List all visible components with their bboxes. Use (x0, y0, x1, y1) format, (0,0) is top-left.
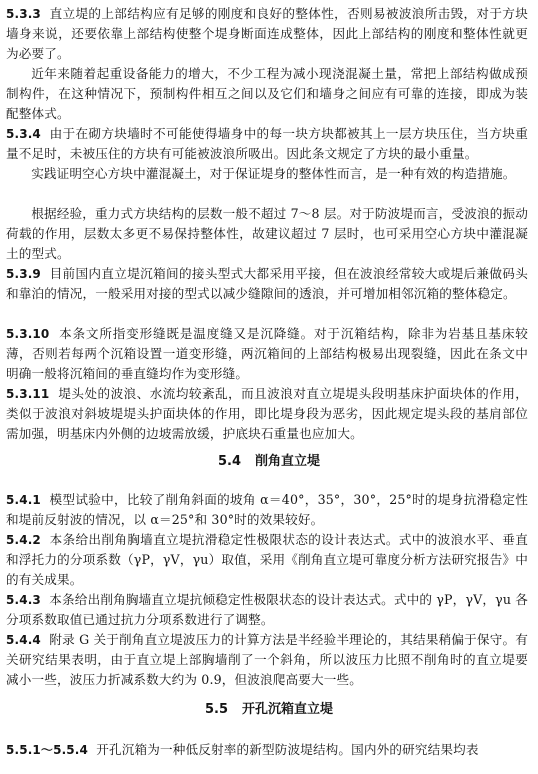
clause-number: 5.3.11 (6, 387, 50, 401)
paragraph-text: 实践证明空心方块中灌混凝土，对于保证堤身的整体性而言，是一种有效的构造措施。 (31, 166, 516, 181)
clause-number: 5.4.3 (6, 593, 41, 607)
section-title: 削角直立堤 (255, 454, 321, 469)
paragraph-text: 附录 G 关于削角直立堤波压力的计算方法是半经验半理论的，其结果稍偏于保守。有关研究结果表明，由于直立堤上部胸墙削了一个斜角，所以波压力比照不削角时的直立堤要减小一些，波压力折减系数大约为 0.9，但波浪爬高要大一些。 (6, 632, 528, 687)
paragraph-text: 本条给出削角胸墙直立堤抗倾稳定性极限状态的设计表达式。式中的 γP，γV，γu 各分项系数取值已通过抗力分项系数进行了调整。 (6, 592, 529, 627)
section-heading-5-4 (0, 452, 538, 472)
section-heading-5-5 (0, 700, 538, 720)
paragraph-5-3-4 (6, 124, 528, 164)
paragraph-text: 本条给出削角胸墙直立堤抗滑稳定性极限状态的设计表达式。式中的波浪水平、垂直和浮托力的分项系数（γP，γV，γu）取值，采用《削角直立堤可靠度分析方法研究报告》中的有关成果。 (6, 532, 528, 587)
paragraph-precast-note (6, 64, 528, 124)
paragraph-5-5-1-to-5-5-4 (6, 740, 528, 762)
paragraph-layer-count (6, 204, 528, 264)
paragraph-text: 模型试验中，比较了削角斜面的坡角 α＝40°，35°，30°，25°时的堤身抗滑稳定性和堤前反射波的情况，以 α＝25°和 30°时的效果较好。 (6, 492, 528, 527)
paragraph-5-3-9 (6, 264, 528, 304)
clause-number: 5.4.4 (6, 633, 41, 647)
paragraph-5-3-3 (6, 4, 528, 64)
section-title: 开孔沉箱直立堤 (242, 702, 334, 717)
section-number: 5.4 (217, 454, 241, 469)
paragraph-text: 直立堤的上部结构应有足够的刚度和良好的整体性，否则易被波浪所击毁，对于方块墙身来说，还要依靠上部结构使整个堤身断面连成整体，因此上部结构的刚度和整体性就更为必要了。 (6, 6, 528, 61)
clause-number: 5.3.4 (6, 127, 41, 141)
paragraph-5-3-11 (6, 384, 528, 444)
clause-number: 5.3.10 (6, 327, 50, 341)
clause-number: 5.3.3 (6, 7, 41, 21)
paragraph-text: 由于在砌方块墙时不可能使得墙身中的每一块方块都被其上一层方块压住，当方块重量不足时，未被压住的方块有可能被波浪所吸出。因此条文规定了方块的最小重量。 (6, 126, 528, 161)
clause-number: 5.4.2 (6, 533, 41, 547)
paragraph-text: 近年来随着起重设备能力的增大，不少工程为减小现浇混凝土量，常把上部结构做成预制构件，在这种情况下，预制构件相互之间以及它们和墙身之间应有可靠的连接，即成为装配整体式。 (6, 66, 528, 121)
clause-number: 5.5.1～5.5.4 (6, 743, 88, 757)
paragraph-hollow-block (6, 164, 528, 184)
paragraph-text: 目前国内直立堤沉箱间的接头型式大都采用平接，但在波浪经常较大或堤后兼做码头和靠泊的情况，一般采用对接的型式以减少缝隙间的透浪，并可增加相邻沉箱的整体稳定。 (6, 266, 528, 301)
clause-number: 5.4.1 (6, 493, 41, 507)
section-number: 5.5 (204, 702, 228, 717)
paragraph-5-4-4 (6, 630, 528, 690)
paragraph-5-4-2 (6, 530, 528, 590)
paragraph-5-4-3 (6, 590, 528, 630)
paragraph-text: 本条文所指变形缝既是温度缝又是沉降缝。对于沉箱结构，除非为岩基且基床较薄，否则若每两个沉箱设置一道变形缝，两沉箱间的上部结构极易出现裂缝，因此在条文中明确一般将沉箱间的垂直缝均作为变形缝。 (6, 326, 528, 381)
paragraph-5-3-10 (6, 324, 528, 384)
paragraph-5-4-1 (6, 490, 528, 530)
paragraph-text: 堤头处的波浪、水流均较紊乱，而且波浪对直立堤堤头段明基床护面块体的作用，类似于波浪对斜坡堤堤头护面块体的作用，即比堤身段为恶劣，因此规定堤头段的基肩部位需加强，明基床内外侧的边坡需放缓，护底块石重量也应加大。 (6, 386, 528, 441)
clause-number: 5.3.9 (6, 267, 41, 281)
paragraph-text: 根据经验，重力式方块结构的层数一般不超过 7～8 层。对于防波堤而言，受波浪的振动荷载的作用，层数太多更不易保持整体性，故建议超过 7 层时，也可采用空心方块中灌混凝土的型式。 (6, 206, 528, 261)
paragraph-text: 开孔沉箱为一种低反射率的新型防波堤结构。国内外的研究结果均表 (96, 742, 479, 757)
